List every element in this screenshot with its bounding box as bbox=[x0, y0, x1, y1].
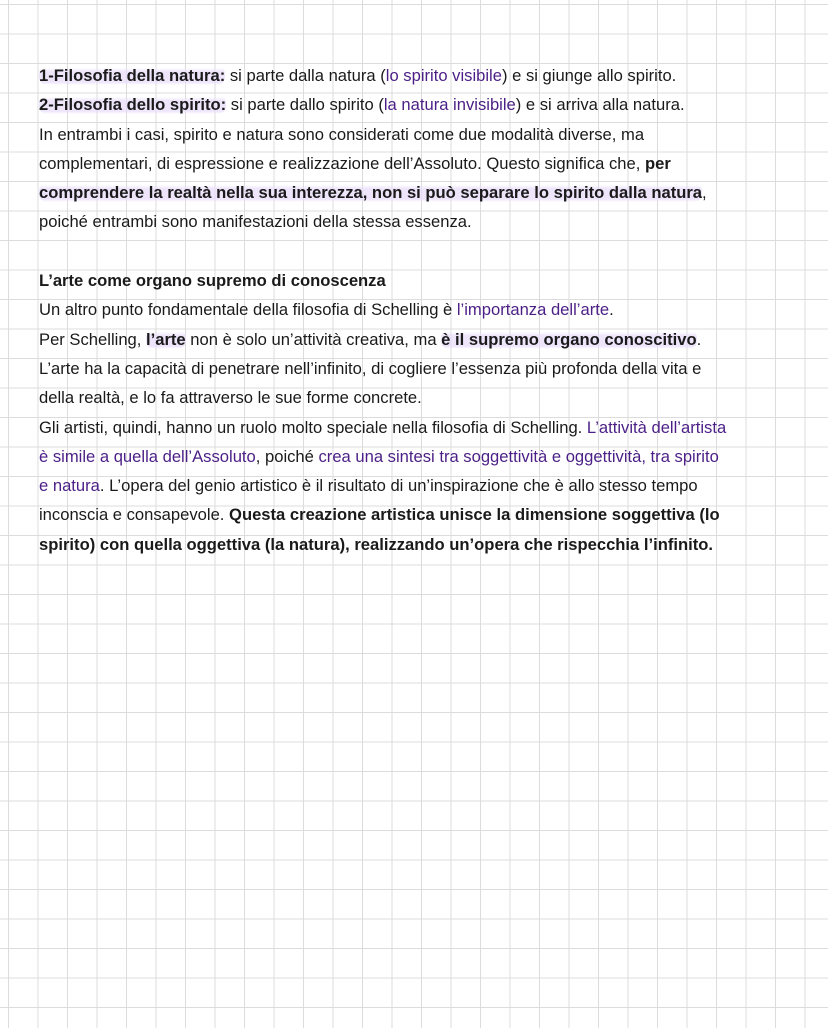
purple-term: la natura invisibile bbox=[383, 95, 516, 115]
text-run: ) e si giunge allo spirito. bbox=[501, 66, 677, 85]
text-line: L’arte ha la capacità di penetrare nell’infinito, di cogliere l’essenza più profonda della vita e bbox=[39, 358, 702, 378]
text-run: si parte dallo spirito ( bbox=[226, 95, 384, 115]
bold-text: Questa creazione artistica unisce la dimensione soggettiva (lo bbox=[229, 505, 720, 525]
text-line bbox=[39, 149, 799, 178]
purple-term: l’importanza dell’arte bbox=[456, 300, 610, 320]
text-run: Per Schelling, bbox=[39, 329, 146, 349]
purple-term: lo spirito visibile bbox=[385, 66, 502, 85]
text-line bbox=[39, 413, 799, 442]
bold-term: 1-Filosofia della natura: bbox=[39, 66, 226, 85]
paragraph-gap bbox=[39, 237, 799, 266]
text-run: inconscia e consapevole. bbox=[39, 505, 230, 525]
purple-term: crea una sintesi tra soggettività e oggettività, tra spirito bbox=[318, 446, 719, 466]
text-line bbox=[39, 178, 799, 207]
text-line: poiché entrambi sono manifestazioni della stessa essenza. bbox=[39, 212, 472, 232]
text-line bbox=[39, 471, 799, 500]
text-run: ) e si arriva alla natura. bbox=[515, 95, 685, 115]
text-line: della realtà, e lo fa attraverso le sue forme concrete. bbox=[39, 388, 422, 408]
text-run: si parte dalla natura ( bbox=[225, 66, 386, 85]
text-run: . bbox=[609, 300, 614, 320]
notes-page bbox=[39, 61, 799, 559]
text-line bbox=[39, 325, 799, 354]
text-line: In entrambi i casi, spirito e natura sono considerati come due modalità diverse, ma bbox=[39, 124, 645, 144]
text-line bbox=[39, 61, 799, 90]
bold-text: l’arte bbox=[146, 329, 186, 349]
text-run: Gli artisti, quindi, hanno un ruolo molto speciale nella filosofia di Schelling. bbox=[39, 417, 587, 437]
bold-text: comprendere la realtà nella sua interezza, non si può separare lo spirito dalla natura bbox=[39, 183, 703, 203]
text-run: , poiché bbox=[255, 446, 319, 466]
purple-term: L’attività dell’artista bbox=[586, 417, 727, 437]
bold-term: 2-Filosofia dello spirito: bbox=[39, 95, 227, 115]
text-run: . L’opera del genio artistico è il risultato di un’inspirazione che è allo stesso tempo bbox=[99, 476, 698, 496]
bold-text: per bbox=[644, 153, 671, 173]
text-run: , bbox=[702, 183, 707, 203]
text-run: . bbox=[696, 329, 702, 349]
bold-text: è il supremo organo conoscitivo bbox=[441, 329, 697, 349]
purple-term: è simile a quella dell’Assoluto bbox=[39, 446, 256, 466]
text-run: Un altro punto fondamentale della filosofia di Schelling è bbox=[39, 300, 457, 320]
text-line: spirito) con quella oggettiva (la natura), realizzando un’opera che rispecchia l’infinito. bbox=[39, 534, 713, 554]
purple-term: e natura bbox=[39, 476, 100, 496]
text-line bbox=[39, 442, 799, 471]
text-line bbox=[39, 295, 799, 324]
section-heading: L’arte come organo supremo di conoscenza bbox=[39, 271, 386, 291]
text-run: non è solo un’attività creativa, ma bbox=[185, 329, 442, 349]
text-line bbox=[39, 90, 799, 119]
text-line bbox=[39, 500, 799, 529]
text-run: complementari, di espressione e realizzazione dell’Assoluto. Questo significa che, bbox=[39, 153, 645, 173]
